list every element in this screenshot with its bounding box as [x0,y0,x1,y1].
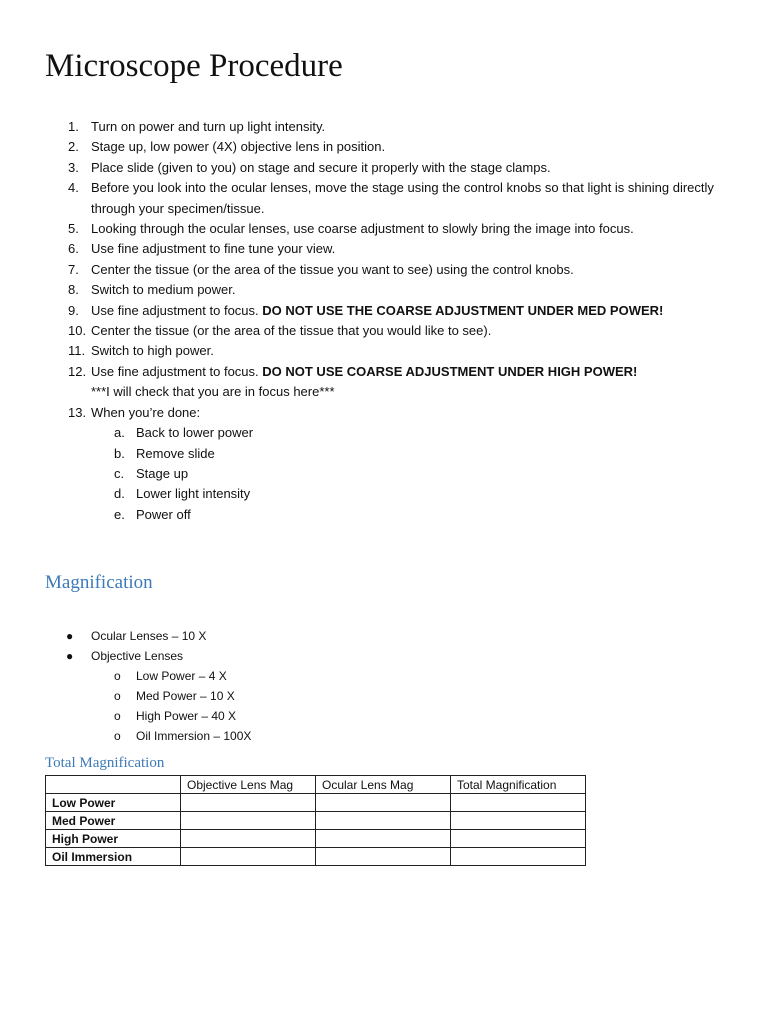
step-12 [0,362,768,403]
step-text: Center the tissue (or the area of the tissue that you would like to see). [91,323,492,339]
step-number: 6. [68,241,79,257]
table-cell [451,812,586,830]
row-label: Oil Immersion [46,848,181,866]
step-text: Switch to high power. [91,343,214,359]
step-number: 1. [68,119,79,134]
done-step-e [0,505,768,525]
hollow-bullet-icon: o [114,669,121,683]
table-header-cell [46,776,181,794]
row-label: High Power [46,830,181,848]
step-11 [0,341,768,361]
step-text: Use fine adjustment to focus. DO NOT USE COARSE ADJUSTMENT UNDER HIGH POWER! ***I will check that you are in focus here*** [91,362,721,403]
sub-step-text: Remove slide [136,445,215,461]
done-step-c [0,464,768,484]
step-number: 8. [68,282,79,298]
step-7 [0,260,768,280]
table-cell [181,830,316,848]
table-cell [181,794,316,812]
bullet-ocular [0,626,768,646]
procedure-list [0,117,768,525]
table-cell [316,830,451,848]
table-row [46,848,586,866]
done-step-b [0,444,768,464]
step-number: 13. [68,404,87,420]
table-cell [181,848,316,866]
step-6 [0,239,768,259]
table-cell [451,794,586,812]
step-text: Turn on power and turn up light intensity. [91,119,326,134]
step-8 [0,280,768,300]
warning-text: DO NOT USE THE COARSE ADJUSTMENT UNDER MED POWER! [262,302,664,318]
step-text: Before you look into the ocular lenses, move the stage using the control knobs so that light is shining directly through your specimen/tissue. [91,180,714,216]
step-text: Center the tissue (or the area of the tissue you want to see) using the control knobs. [91,261,574,277]
table-cell [316,794,451,812]
step-number: 5. [68,221,79,237]
sub-step-text: Back to lower power [136,425,254,441]
bullet-icon: ● [66,649,74,663]
bullet-text: High Power – 40 X [136,709,237,723]
table-header-cell: Objective Lens Mag [181,776,316,794]
focus-check-note: ***I will check that you are in focus here*** [91,384,335,400]
table-cell [451,830,586,848]
step-text: Switch to medium power. [91,282,236,298]
table-row [46,794,586,812]
table-header-cell: Total Magnification [451,776,586,794]
step-number: 9. [68,302,79,318]
step-text: When you’re done: [91,404,201,420]
table-header-row [46,776,586,794]
table-cell [451,848,586,866]
table-row [46,830,586,848]
bullet-text: Ocular Lenses – 10 X [91,629,207,643]
bullet-objective [0,646,768,666]
warning-text: DO NOT USE COARSE ADJUSTMENT UNDER HIGH POWER! [262,363,638,379]
objective-oil [0,726,768,746]
bullet-icon: ● [66,629,74,643]
step-4 [0,178,768,219]
step-number: 11. [68,343,86,359]
sub-step-letter: c. [114,465,125,481]
sub-step-letter: d. [114,486,125,502]
objective-high [0,706,768,726]
objective-med [0,686,768,706]
sub-step-text: Power off [136,506,191,522]
step-number: 7. [68,261,79,277]
step-1 [0,117,768,137]
hollow-bullet-icon: o [114,689,121,703]
step-number: 3. [68,159,79,175]
step-number: 2. [68,139,79,155]
step-9 [0,301,768,321]
step-5 [0,219,768,239]
magnification-heading: Magnification [45,572,153,593]
step-text: Use fine adjustment to fine tune your view. [91,241,336,257]
step-13 [0,403,768,423]
hollow-bullet-icon: o [114,709,121,723]
sub-step-letter: b. [114,445,125,461]
bullet-text: Objective Lenses [91,649,184,663]
step-text: Looking through the ocular lenses, use coarse adjustment to slowly bring the image into focus. [91,221,634,237]
step-text: Use fine adjustment to focus. DO NOT USE THE COARSE ADJUSTMENT UNDER MED POWER! [91,302,664,318]
step-3 [0,158,768,178]
sub-step-text: Stage up [136,465,189,481]
sub-step-letter: a. [114,425,125,441]
table-header-cell: Ocular Lens Mag [316,776,451,794]
sub-step-text: Lower light intensity [136,486,251,502]
step-text: Stage up, low power (4X) objective lens in position. [91,139,386,155]
row-label: Med Power [46,812,181,830]
table-cell [316,812,451,830]
total-magnification-heading: Total Magnification [45,755,165,771]
objective-low [0,666,768,686]
bullet-text: Low Power – 4 X [136,669,227,683]
step-text: Place slide (given to you) on stage and secure it properly with the stage clamps. [91,159,551,175]
step-number: 4. [68,180,79,196]
done-step-a [0,423,768,443]
step-number: 10. [68,323,87,339]
table-cell [316,848,451,866]
step-2 [0,137,768,157]
bullet-text: Oil Immersion – 100X [136,729,252,743]
table-cell [181,812,316,830]
done-step-d [0,484,768,504]
sub-step-letter: e. [114,506,125,522]
hollow-bullet-icon: o [114,729,121,743]
table-row [46,812,586,830]
magnification-table [45,775,586,866]
step-number: 12. [68,363,87,379]
page-title: Microscope Procedure [45,48,343,84]
step-10 [0,321,768,341]
row-label: Low Power [46,794,181,812]
bullet-text: Med Power – 10 X [136,689,235,703]
magnification-list [0,626,768,746]
